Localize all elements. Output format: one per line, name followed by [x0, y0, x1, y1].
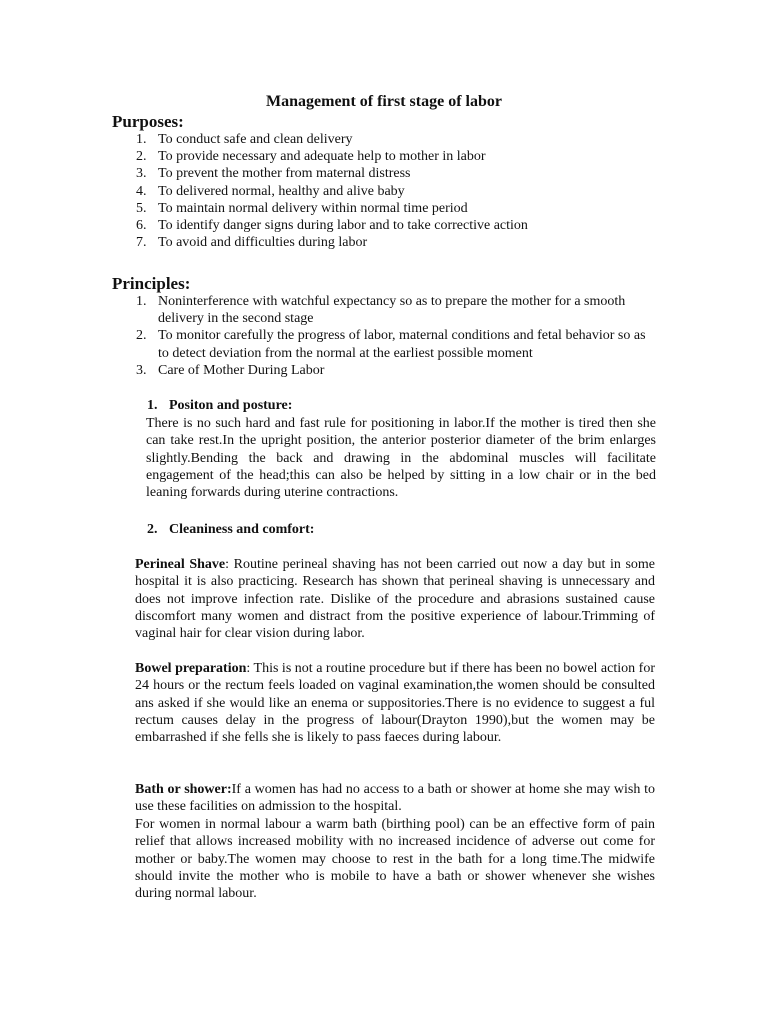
- bath-paragraph-2: For women in normal labour a warm bath (birthing pool) can be an effective form of pain relief that allows increased mobility with no increased incidence of adverse out come for mother or baby.The women may choose to rest in the bath for a long time.The midwife should invite the mother who is mobile to have a bath or shower whenever she wishes during normal labour.: [135, 817, 655, 902]
- position-heading: 1. Positon and posture:: [147, 398, 293, 413]
- list-item: 6. To identify danger signs during labor and to take corrective action: [136, 218, 528, 234]
- purposes-list: [136, 131, 678, 251]
- document-title: Management of first stage of labor: [266, 93, 502, 110]
- principles-heading: Principles:: [112, 274, 191, 293]
- perineal-shave-paragraph: Perineal Shave: Routine perineal shaving has not been carried out now a day but in some hospital it is also practicing. Research has shown that perineal shaving is unnecessary and does not improve infection rate. Dislike of the procedure and abrasions sustained cause discomfort many women and distract from the positive experience of labour.Trimming of vaginal hair for clear vision during labor.: [135, 557, 656, 642]
- list-item: 1. To conduct safe and clean delivery: [136, 132, 353, 147]
- list-item: 2. To provide necessary and adequate help to mother in labor: [136, 149, 486, 165]
- list-item: 4. To delivered normal, healthy and alive baby: [136, 183, 405, 199]
- list-item: 5. To maintain normal delivery within normal time period: [136, 200, 468, 216]
- list-item: 7. To avoid and difficulties during labor: [136, 235, 368, 251]
- bath-paragraph: Bath or shower:If a women has had no access to a bath or shower at home she may wish to use these facilities on admission to the hospital.: [135, 782, 655, 815]
- perineal-shave-label: Perineal Shave: [135, 557, 226, 572]
- bowel-preparation-paragraph: Bowel preparation: This is not a routine procedure but if there has been no bowel action for 24 hours or the rectum feels loaded on vaginal examination,the women should be consulted ans asked if she would like an enema or suppositories.There is no evidence to suggest a ful rectum causes delay in the progress of labour(Drayton 1990),but the women may be embarrashed if she fells she is likely to pass faeces during labour.: [135, 661, 655, 746]
- list-item: 1. Noninterference with watchful expectancy so as to prepare the mother for a smooth delivery in the second stage: [136, 294, 626, 327]
- bath-label: Bath or shower:: [135, 782, 232, 797]
- list-item: 3. Care of Mother During Labor: [136, 362, 325, 378]
- purposes-heading: Purposes:: [112, 112, 184, 131]
- cleanliness-heading: 2. Cleaniness and comfort:: [147, 522, 315, 537]
- position-paragraph: There is no such hard and fast rule for positioning in labor.If the mother is tired then she can take rest.In the upright position, the anterior posterior diameter of the brim enlarges slightly.Bending the back and drawing in the abdominal muscles will facilitate engagement of the head;this can also be helped by sitting in a low chair or in the bed leaning forwards during uterine contractions.: [146, 416, 656, 501]
- principles-list: [136, 293, 658, 379]
- list-item: 3. To prevent the mother from maternal distress: [136, 166, 411, 182]
- list-item: 2. To monitor carefully the progress of labor, maternal conditions and fetal behavior so as to detect deviation from the normal at the earliest possible moment: [136, 328, 646, 361]
- bowel-preparation-label: Bowel preparation: [135, 661, 247, 676]
